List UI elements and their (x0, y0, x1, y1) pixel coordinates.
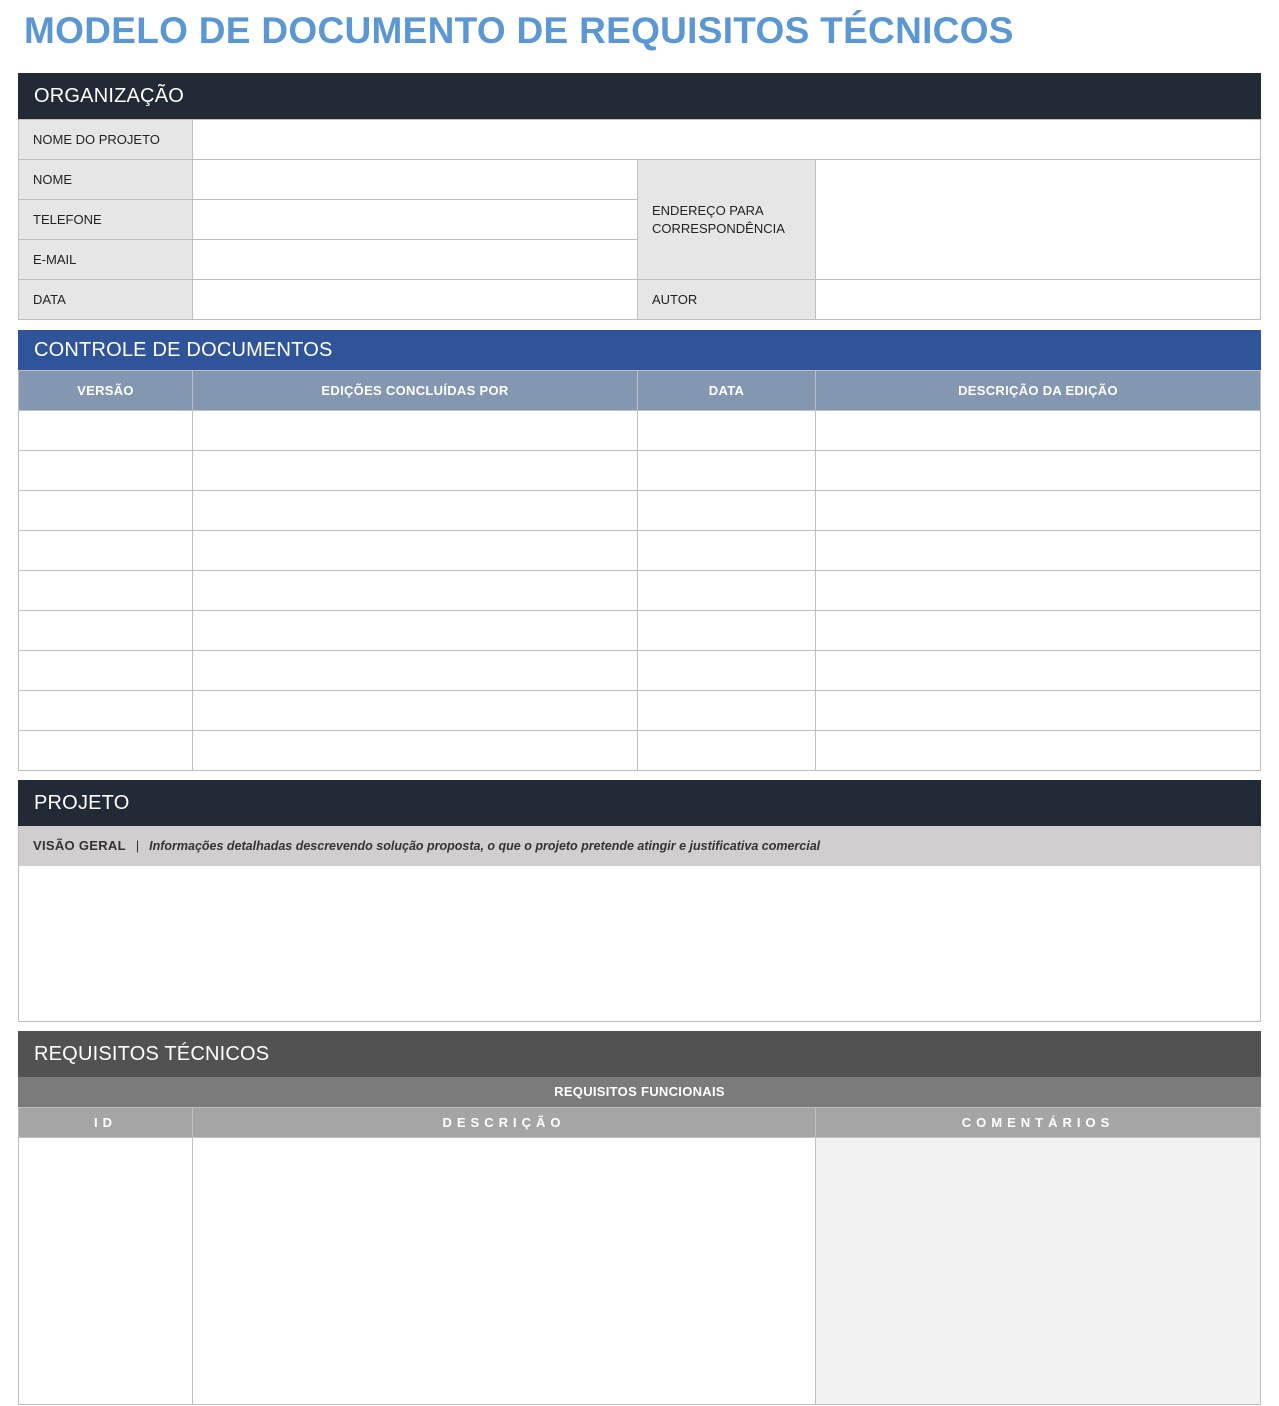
overview-bar (18, 826, 1261, 866)
version-cell[interactable] (19, 531, 193, 571)
functional-requirements-table (18, 1107, 1261, 1405)
email-field[interactable] (193, 240, 638, 280)
edit-description-cell[interactable] (816, 611, 1261, 651)
technical-requirements-heading: REQUISITOS TÉCNICOS (18, 1031, 1261, 1077)
table-row (19, 731, 1261, 771)
edit-description-cell[interactable] (816, 731, 1261, 771)
version-cell[interactable] (19, 651, 193, 691)
edited-by-cell[interactable] (193, 731, 638, 771)
edit-description-cell[interactable] (816, 411, 1261, 451)
date-cell[interactable] (638, 451, 816, 491)
overview-hint: Informações detalhadas descrevendo solução proposta, o que o projeto pretende atingir e justificativa comercial (149, 839, 821, 853)
author-field[interactable] (816, 280, 1261, 320)
table-row (19, 411, 1261, 451)
document-control-section (18, 330, 1261, 771)
organization-table (18, 119, 1261, 320)
table-row (19, 491, 1261, 531)
requirement-id-cell[interactable] (19, 1138, 193, 1405)
edit-description-cell[interactable] (816, 451, 1261, 491)
table-row (19, 451, 1261, 491)
edited-by-cell[interactable] (193, 691, 638, 731)
edited-by-cell[interactable] (193, 531, 638, 571)
project-name-field[interactable] (193, 120, 1261, 160)
version-cell[interactable] (19, 691, 193, 731)
project-section (18, 780, 1261, 1022)
date-cell[interactable] (638, 651, 816, 691)
version-cell[interactable] (19, 571, 193, 611)
date-cell[interactable] (638, 571, 816, 611)
edit-description-cell[interactable] (816, 491, 1261, 531)
edit-description-cell[interactable] (816, 691, 1261, 731)
phone-field[interactable] (193, 200, 638, 240)
phone-label: TELEFONE (19, 200, 193, 240)
edited-by-cell[interactable] (193, 491, 638, 531)
edit-description-cell[interactable] (816, 571, 1261, 611)
functional-requirements-heading: REQUISITOS FUNCIONAIS (18, 1077, 1261, 1107)
email-label: E-MAIL (19, 240, 193, 280)
requirement-comments-cell[interactable] (816, 1138, 1261, 1405)
organization-section (18, 73, 1261, 320)
name-field[interactable] (193, 160, 638, 200)
date-cell[interactable] (638, 731, 816, 771)
edit-description-cell[interactable] (816, 531, 1261, 571)
table-row (19, 571, 1261, 611)
column-header-edited-by: EDIÇÕES CONCLUÍDAS POR (193, 371, 638, 411)
column-header-description: DESCRIÇÃO (193, 1108, 816, 1138)
date-cell[interactable] (638, 611, 816, 651)
edited-by-cell[interactable] (193, 651, 638, 691)
edit-description-cell[interactable] (816, 651, 1261, 691)
date-field[interactable] (193, 280, 638, 320)
version-cell[interactable] (19, 731, 193, 771)
version-cell[interactable] (19, 611, 193, 651)
overview-text-area[interactable] (18, 866, 1261, 1022)
document-control-heading: CONTROLE DE DOCUMENTOS (18, 330, 1261, 370)
address-field[interactable] (816, 160, 1261, 280)
column-header-edit-description: DESCRIÇÃO DA EDIÇÃO (816, 371, 1261, 411)
column-header-version: VERSÃO (19, 371, 193, 411)
table-row (19, 651, 1261, 691)
version-cell[interactable] (19, 491, 193, 531)
edited-by-cell[interactable] (193, 571, 638, 611)
date-label: DATA (19, 280, 193, 320)
technical-requirements-section (18, 1031, 1261, 1405)
date-cell[interactable] (638, 691, 816, 731)
edited-by-cell[interactable] (193, 611, 638, 651)
date-cell[interactable] (638, 531, 816, 571)
project-name-label: NOME DO PROJETO (19, 120, 193, 160)
author-label: AUTOR (638, 280, 816, 320)
overview-label: VISÃO GERAL (33, 838, 126, 853)
document-control-rows (19, 411, 1261, 771)
column-header-date: DATA (638, 371, 816, 411)
address-label: ENDEREÇO PARA CORRESPONDÊNCIA (638, 160, 816, 280)
organization-heading: ORGANIZAÇÃO (18, 73, 1261, 119)
document-control-table (18, 370, 1261, 771)
project-heading: PROJETO (18, 780, 1261, 826)
table-row (19, 611, 1261, 651)
version-cell[interactable] (19, 411, 193, 451)
date-cell[interactable] (638, 491, 816, 531)
table-row (19, 691, 1261, 731)
column-header-comments: COMENTÁRIOS (816, 1108, 1261, 1138)
edited-by-cell[interactable] (193, 451, 638, 491)
table-row (19, 531, 1261, 571)
date-cell[interactable] (638, 411, 816, 451)
page-title: MODELO DE DOCUMENTO DE REQUISITOS TÉCNICOS (24, 10, 1014, 51)
column-header-id: ID (19, 1108, 193, 1138)
requirement-description-cell[interactable] (193, 1138, 816, 1405)
edited-by-cell[interactable] (193, 411, 638, 451)
name-label: NOME (19, 160, 193, 200)
overview-separator: | (135, 839, 140, 853)
version-cell[interactable] (19, 451, 193, 491)
